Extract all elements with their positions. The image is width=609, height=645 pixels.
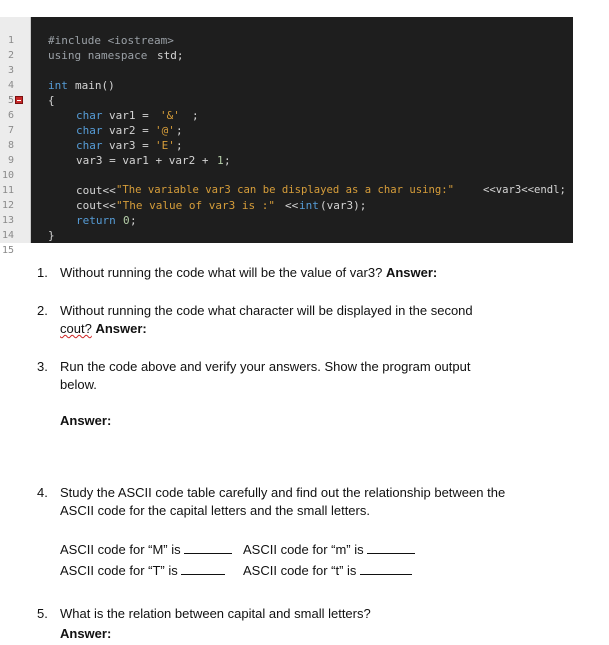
question-3-line1: Run the code above and verify your answers. Show the program output <box>60 359 471 374</box>
code-line-14 <box>0 213 573 241</box>
ascii-T-label: ASCII code for “T” is <box>60 563 178 578</box>
char-keyword: char <box>76 109 103 122</box>
cout-spellcheck-word: cout? <box>60 321 92 336</box>
line-number: 11 <box>1 185 14 196</box>
line-number: 9 <box>7 155 14 166</box>
var1-decl: var1 = <box>109 109 149 122</box>
code-line-3 <box>0 48 573 76</box>
string-literal: "The value of var3 is :" <box>116 199 275 212</box>
line-number: 4 <box>7 80 14 91</box>
question-1-text: Without running the code what will be the value of var3? <box>60 265 383 280</box>
question-4-line1: Study the ASCII code table carefully and find out the relationship between the <box>60 485 506 500</box>
question-text <box>60 264 437 282</box>
answer-label: Answer: <box>385 265 438 280</box>
semicolon: ; <box>176 124 183 137</box>
question-number: 1. <box>37 265 48 280</box>
ascii-m-row <box>243 541 415 559</box>
fold-collapse-icon[interactable] <box>15 96 23 104</box>
question-2 <box>37 302 597 338</box>
question-3 <box>37 358 597 394</box>
ascii-t-row <box>243 562 412 580</box>
var3-decl: var3 = <box>109 139 149 152</box>
question-3-line2: below. <box>60 377 97 392</box>
question-5-answer-label: Answer: <box>60 626 112 641</box>
question-text <box>60 358 470 394</box>
cout-stream: cout<< <box>76 199 116 212</box>
semicolon: ; <box>224 154 231 167</box>
question-number: 4. <box>37 485 48 500</box>
question-number: 5. <box>37 606 48 621</box>
char-literal: 'E' <box>155 139 175 152</box>
char-keyword: char <box>76 139 103 152</box>
cast-argument: (var3); <box>320 199 367 212</box>
ascii-t-label: ASCII code for “t” is <box>243 563 357 578</box>
code-line-5 <box>0 78 573 106</box>
question-text <box>60 484 505 520</box>
question-2-line1: Without running the code what character will be displayed in the second <box>60 303 473 318</box>
ascii-T-blank[interactable] <box>181 562 225 575</box>
include-directive: #include <iostream> <box>48 34 174 47</box>
question-5-text: What is the relation between capital and small letters? <box>60 606 371 621</box>
line-number: 2 <box>7 50 14 61</box>
question-4-line2: ASCII code for the capital letters and the small letters. <box>60 503 370 518</box>
ascii-m-label: ASCII code for “m” is <box>243 542 364 557</box>
question-3-answer-label: Answer: <box>60 413 112 428</box>
semicolon: ; <box>192 109 199 122</box>
char-literal: '@' <box>155 124 175 137</box>
line-number: 13 <box>1 215 14 226</box>
line-number: 10 <box>1 170 14 181</box>
cout-stream: cout<< <box>76 184 116 197</box>
line-number: 14 <box>1 230 14 241</box>
line-number: 1 <box>7 35 14 46</box>
char-keyword: char <box>76 124 103 137</box>
line-number: 7 <box>7 125 14 136</box>
line-number: 5 <box>7 95 14 106</box>
int-keyword: int <box>48 79 68 92</box>
char-literal: '&' <box>160 109 180 122</box>
question-5 <box>37 605 597 623</box>
int-cast-keyword: int <box>299 199 319 212</box>
ascii-M-row <box>60 541 232 559</box>
stream-operator: << <box>285 199 299 212</box>
answer-label: Answer: <box>95 321 147 336</box>
ascii-t-blank[interactable] <box>360 562 412 575</box>
return-keyword: return <box>76 214 116 227</box>
stream-expression: <<var3<<endl; <box>483 184 566 196</box>
question-text <box>60 302 473 338</box>
question-4 <box>37 484 602 520</box>
std-namespace: std; <box>157 49 184 62</box>
question-1 <box>37 264 597 282</box>
code-line-10 <box>0 153 573 181</box>
var3-assignment: var3 = var1 + var2 + <box>76 154 209 167</box>
code-line-15 <box>0 228 573 256</box>
line-number: 6 <box>7 110 14 121</box>
string-literal: "The variable var3 can be displayed as a char using:" <box>116 184 455 196</box>
var2-decl: var2 = <box>109 124 149 137</box>
number-literal: 1 <box>217 154 224 167</box>
line-number: 12 <box>1 200 14 211</box>
number-literal: 0 <box>123 214 130 227</box>
line-number: 3 <box>7 65 14 76</box>
ascii-M-blank[interactable] <box>184 541 232 554</box>
ascii-m-blank[interactable] <box>367 541 415 554</box>
question-number: 2. <box>37 303 48 318</box>
ascii-T-row <box>60 562 225 580</box>
ascii-M-label: ASCII code for “M” is <box>60 542 181 557</box>
close-brace: } <box>48 229 55 242</box>
line-number: 8 <box>7 140 14 151</box>
semicolon: ; <box>176 139 183 152</box>
code-editor[interactable] <box>0 17 573 256</box>
semicolon: ; <box>130 214 137 227</box>
main-function: main() <box>75 79 115 92</box>
open-brace: { <box>48 94 55 107</box>
question-number: 3. <box>37 359 48 374</box>
line-number: 15 <box>1 245 14 256</box>
using-keyword: using namespace <box>48 49 148 62</box>
